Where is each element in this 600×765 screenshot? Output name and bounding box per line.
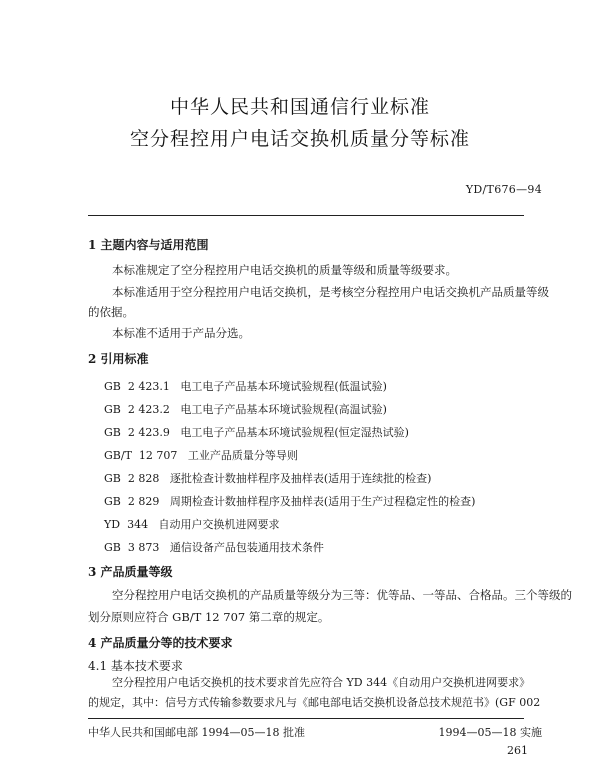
header-divider [88, 215, 524, 216]
reference-item: GB 2 423.9 电工电子产品基本环境试验规程(恒定湿热试验) [104, 426, 409, 439]
reference-item: GB 3 873 通信设备产品包装通用技术条件 [104, 541, 324, 554]
reference-item: GB 2 423.2 电工电子产品基本环境试验规程(高温试验) [104, 403, 387, 416]
standard-name-title: 空分程控用户电话交换机质量分等标准 [129, 128, 470, 150]
section-1-paragraph-2-line-2: 的依据。 [88, 305, 134, 319]
section-1-paragraph-3: 本标准不适用于产品分选。 [112, 326, 250, 340]
section-4-heading: 4 产品质量分等的技术要求 [88, 636, 233, 650]
approval-date: 中华人民共和国邮电部 1994—05—18 批准 [88, 726, 305, 739]
section-3-line-2: 划分原则应符合 GB/T 12 707 第二章的规定。 [88, 610, 330, 624]
reference-item: YD 344 自动用户交换机进网要求 [104, 518, 280, 531]
section-4-line-2: 的规定，其中：信号方式传输参数要求凡与《邮电部电话交换机设备总技术规范书》(GF 002 [88, 696, 541, 709]
subsection-4-1-heading: 4.1 基本技术要求 [88, 659, 183, 673]
section-3-heading: 3 产品质量等级 [88, 565, 173, 579]
section-4-line-1: 空分程控用户电话交换机的技术要求首先应符合 YD 344《自动用户交换机进网要求》 [112, 676, 531, 689]
standard-number: YD/T676—94 [465, 183, 542, 196]
section-1-paragraph-2-line-1: 本标准适用于空分程控用户电话交换机，是考核空分程控用户电话交换机产品质量等级 [112, 285, 549, 299]
reference-item: GB 2 829 周期检查计数抽样程序及抽样表(适用于生产过程稳定性的检查) [104, 495, 476, 508]
section-3-line-1: 空分程控用户电话交换机的产品质量等级分为三等：优等品、一等品、合格品。三个等级的 [112, 588, 572, 602]
implementation-date: 1994—05—18 实施 [438, 726, 542, 739]
footer-divider [88, 718, 524, 719]
section-2-heading: 2 引用标准 [88, 352, 149, 366]
industry-standard-title: 中华人民共和国通信行业标准 [169, 96, 430, 118]
reference-item: GB/T 12 707 工业产品质量分等导则 [104, 449, 298, 462]
reference-item: GB 2 423.1 电工电子产品基本环境试验规程(低温试验) [104, 380, 387, 393]
section-1-heading: 1 主题内容与适用范围 [88, 238, 209, 252]
reference-item: GB 2 828 逐批检查计数抽样程序及抽样表(适用于连续批的检查) [104, 472, 432, 485]
section-1-paragraph-1: 本标准规定了空分程控用户电话交换机的质量等级和质量等级要求。 [112, 263, 457, 277]
page-number: 261 [507, 744, 528, 757]
